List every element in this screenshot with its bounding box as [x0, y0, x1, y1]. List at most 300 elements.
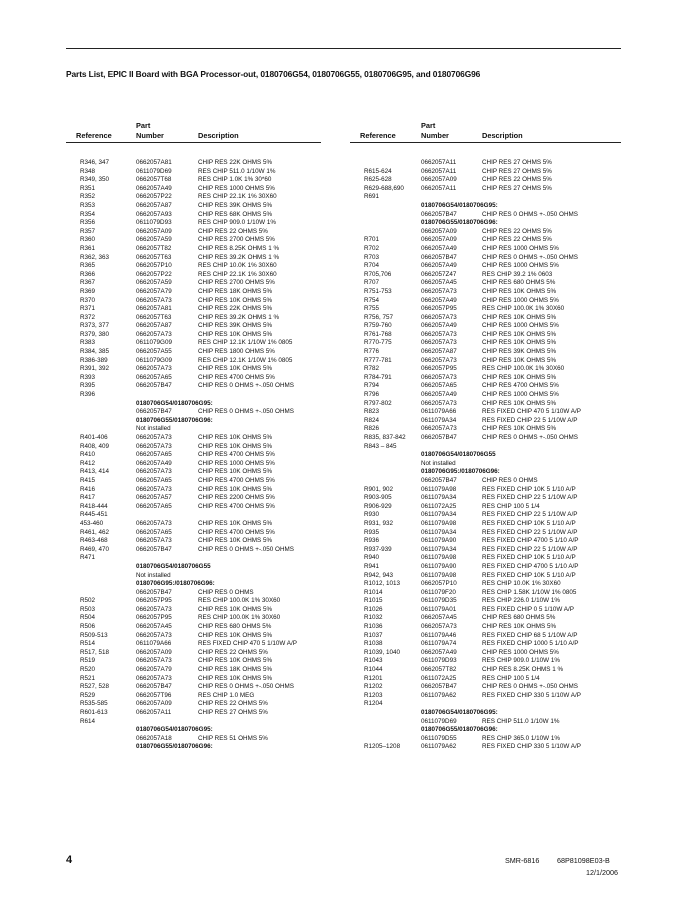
description-cell: CHIP RES 1800 OHMS 5%	[198, 348, 275, 356]
reference-cell: R413, 414	[80, 468, 110, 476]
reference-cell: R629-688,690	[364, 184, 404, 192]
part-number-cell: 0662057A49	[421, 262, 457, 270]
part-number-cell: 0662057A65	[136, 502, 172, 510]
part-number-cell: 0662057A73	[136, 537, 172, 545]
part-number-cell: 0611079A34	[421, 528, 457, 536]
reference-cell: R529	[80, 691, 96, 699]
reference-cell: R386-389	[80, 356, 108, 364]
reference-cell: R365	[80, 262, 96, 270]
reference-cell: 453-460	[80, 519, 104, 527]
part-number-cell: 0611079A98	[421, 554, 457, 562]
part-number-cell: 0662057T68	[136, 176, 172, 184]
part-number-cell: 0662057A73	[136, 657, 172, 665]
header-part: Part	[421, 121, 436, 130]
model-subheading: 0180706G55/0180706G96:	[136, 743, 213, 751]
part-number-cell: 0611079D55	[421, 734, 457, 742]
reference-cell: R372	[80, 313, 96, 321]
reference-cell: R504	[80, 614, 96, 622]
reference-cell: R705,706	[364, 270, 392, 278]
reference-cell: R702	[364, 244, 380, 252]
header-description: Description	[198, 131, 239, 140]
part-number-cell: 0611079A98	[421, 485, 457, 493]
reference-cell: R396	[80, 391, 96, 399]
model-subheading: 0180706G55/0180706G96:	[136, 416, 213, 424]
part-number-cell: 0662057A93	[136, 210, 172, 218]
part-number-cell: 0662057A73	[136, 330, 172, 338]
reference-cell: R770-775	[364, 339, 392, 347]
part-number-cell: 0662057T82	[421, 666, 457, 674]
description-cell: CHIP RES 680 OHMS 5%	[482, 614, 556, 622]
description-cell: RES CHIP 1.0K 1% 30*60	[198, 176, 272, 184]
right-table-header	[350, 113, 621, 141]
description-cell: RES CHIP 365.0 1/10W 1%	[482, 734, 560, 742]
reference-cell: R751-753	[364, 287, 392, 295]
part-number-cell: 0662057P95	[421, 365, 457, 373]
reference-cell: R1014	[364, 588, 383, 596]
description-cell: RES FIXED CHIP 330 5 1/10W A/P	[482, 743, 581, 751]
description-cell: CHIP RES 22 OHMS 5%	[482, 176, 552, 184]
reference-cell: R1201	[364, 674, 383, 682]
header-number: Number	[136, 131, 164, 140]
part-number-cell: 0662057A73	[136, 434, 172, 441]
reference-cell: R410	[80, 451, 96, 459]
reference-cell: R903-905	[364, 494, 392, 502]
reference-cell: R930	[364, 511, 380, 519]
part-number-cell: 0662057A45	[421, 279, 457, 287]
part-number-cell: 0662057B47	[136, 408, 172, 416]
part-number-cell: 0662057A73	[136, 674, 172, 682]
reference-cell: R469, 470	[80, 545, 110, 553]
description-cell: CHIP RES 39.2K OHMS 1 %	[198, 313, 280, 321]
reference-cell: R371	[80, 305, 96, 313]
part-number-cell: 0611079A34	[421, 545, 457, 553]
part-number-cell: 0662057A73	[421, 356, 457, 364]
description-cell: CHIP RES 10K OHMS 5%	[482, 373, 557, 381]
part-number-cell: 0662057A73	[421, 330, 457, 338]
description-cell: RES FIXED CHIP 470 5 1/10W A/P	[482, 408, 581, 416]
part-number-cell: 0662057A73	[421, 313, 457, 321]
reference-cell: R471	[80, 554, 96, 562]
description-cell: RES CHIP 100 5 1/4	[482, 674, 540, 682]
part-number-cell: 0662057A09	[421, 236, 457, 244]
description-cell: CHIP RES 0 OHMS +-.050 OHMS	[198, 683, 294, 691]
description-cell: CHIP RES 10K OHMS 5%	[198, 365, 273, 373]
part-number-cell: 0662057B47	[421, 434, 457, 441]
description-cell: RES FIXED CHIP 0 5 1/10W A/P	[482, 605, 574, 613]
reference-cell: R776	[364, 348, 380, 356]
reference-cell: R1043	[364, 657, 383, 665]
reference-cell: R835, 837-842	[364, 434, 406, 441]
reference-cell: R931, 932	[364, 519, 394, 527]
part-number-cell: 0662057A73	[421, 623, 457, 631]
description-cell: CHIP RES 10K OHMS 5%	[482, 287, 557, 295]
reference-cell: R901, 902	[364, 485, 394, 493]
header-number: Number	[421, 131, 449, 140]
reference-cell: R351	[80, 184, 96, 192]
doc-id: 68P81098E03-B	[557, 856, 610, 865]
reference-cell: R401-406	[80, 434, 108, 441]
doc-code: SMR-6816	[505, 856, 540, 865]
part-number-cell: 0662057P22	[136, 193, 172, 201]
description-cell: CHIP RES 0 OHMS +-.050 OHMS	[482, 434, 578, 441]
part-number-cell: 0662057A81	[136, 159, 172, 166]
reference-cell: R707	[364, 279, 380, 287]
reference-cell: R761-768	[364, 330, 392, 338]
description-cell: CHIP RES 10K OHMS 5%	[482, 425, 557, 433]
part-number-cell: 0662057A79	[136, 287, 172, 295]
reference-cell: R1044	[364, 666, 383, 674]
reference-cell: R777-781	[364, 356, 392, 364]
reference-cell: R357	[80, 227, 96, 235]
description-cell: RES CHIP 511.0 1/10W 1%	[198, 167, 276, 175]
description-cell: RES FIXED CHIP 1000 5 1/10 A/P	[482, 640, 579, 648]
description-cell: RES FIXED CHIP 4700 5 1/10 A/P	[482, 562, 579, 570]
part-number-cell: 0662057A09	[421, 176, 457, 184]
page-number: 4	[66, 854, 73, 866]
part-number-cell: 0611079G09	[136, 339, 172, 347]
reference-cell: R391, 392	[80, 365, 110, 373]
reference-cell: R759-760	[364, 322, 392, 330]
part-number-cell: 0662057A49	[421, 244, 457, 252]
reference-cell: R408, 409	[80, 442, 110, 450]
part-number-cell: 0662057A87	[136, 201, 172, 209]
description-cell: RES FIXED CHIP 22 5 1/10W A/P	[482, 545, 578, 553]
part-number-cell: 0611072A25	[421, 674, 457, 682]
part-number-cell: 0662057A73	[136, 442, 172, 450]
description-cell: CHIP RES 4700 OHMS 5%	[482, 382, 559, 390]
reference-cell: R346, 347	[80, 159, 110, 166]
description-cell: CHIP RES 0 OHMS +-.050 OHMS	[482, 683, 578, 691]
reference-cell: R1039, 1040	[364, 648, 401, 656]
reference-cell: R360	[80, 236, 96, 244]
description-cell: CHIP RES 39K OHMS 5%	[198, 322, 273, 330]
doc-date: 12/1/2006	[586, 868, 618, 877]
reference-cell: R782	[364, 365, 380, 373]
description-cell: CHIP RES 22 OHMS 5%	[198, 700, 268, 708]
reference-cell: R506	[80, 623, 96, 631]
reference-cell: R527, 528	[80, 683, 110, 691]
part-number-cell: 0662057A65	[136, 528, 172, 536]
description-cell: CHIP RES 27 OHMS 5%	[482, 167, 552, 175]
model-subheading: 0180706G54/0180706G95:	[136, 726, 213, 734]
part-number-cell: 0662057B47	[421, 253, 457, 261]
part-number-cell: 0611079A66	[421, 408, 457, 416]
description-cell: CHIP RES 10K OHMS 5%	[198, 537, 273, 545]
part-number-cell: 0611072A25	[421, 502, 457, 510]
part-number-cell: 0662057P95	[421, 305, 457, 313]
part-number-cell: Not installed	[136, 571, 171, 579]
reference-cell: R373, 377	[80, 322, 110, 330]
part-number-cell: 0611079G09	[136, 356, 172, 364]
description-cell: CHIP RES 1000 OHMS 5%	[482, 648, 559, 656]
part-number-cell: 0662057A49	[421, 296, 457, 304]
part-number-cell: 0662057B47	[421, 476, 457, 484]
left-header-rule	[66, 142, 321, 143]
part-number-cell: 0662057A73	[136, 485, 172, 493]
part-number-cell: 0662057A59	[136, 279, 172, 287]
part-number-cell: 0611079A62	[421, 691, 457, 699]
description-cell: RES CHIP 1.0 MEG	[198, 691, 255, 699]
description-cell: CHIP RES 10K OHMS 5%	[198, 519, 273, 527]
part-number-cell: 0611079D93	[136, 219, 172, 227]
page-title: Parts List, EPIC II Board with BGA Processor-out, 0180706G54, 0180706G55, 0180706G95, and 0180706G96	[66, 69, 481, 79]
part-number-cell: 0662057A73	[421, 287, 457, 295]
description-cell: RES CHIP 226.0 1/10W 1%	[482, 597, 560, 605]
reference-cell: R352	[80, 193, 96, 201]
part-number-cell: 0662057A55	[136, 348, 172, 356]
reference-cell: R502	[80, 597, 96, 605]
description-cell: CHIP RES 4700 OHMS 5%	[198, 373, 275, 381]
description-cell: RES CHIP 39.2 1% 0603	[482, 270, 553, 278]
part-number-cell: 0662057T82	[136, 244, 172, 252]
description-cell: CHIP RES 8.25K OHMS 1 %	[482, 666, 564, 674]
part-number-cell: 0662057A79	[136, 666, 172, 674]
part-number-cell: 0662057A65	[421, 382, 457, 390]
part-number-cell: 0662057A73	[136, 605, 172, 613]
reference-cell: R1015	[364, 597, 383, 605]
description-cell: CHIP RES 1000 OHMS 5%	[482, 391, 559, 399]
part-number-cell: 0662057A73	[136, 296, 172, 304]
part-number-cell: 0662057T96	[136, 691, 172, 699]
reference-cell: R418-444	[80, 502, 108, 510]
part-number-cell: 0662057B47	[421, 683, 457, 691]
part-number-cell: 0611079A01	[421, 605, 457, 613]
description-cell: CHIP RES 680 OHMS 5%	[482, 279, 556, 287]
description-cell: CHIP RES 10K OHMS 5%	[482, 356, 557, 364]
part-number-cell: 0611079A34	[421, 511, 457, 519]
part-number-cell: 0662057A09	[136, 648, 172, 656]
part-number-cell: 0611079D69	[136, 167, 172, 175]
reference-cell: R1205–1208	[364, 743, 401, 751]
reference-cell: R1037	[364, 631, 383, 639]
reference-cell: R356	[80, 219, 96, 227]
part-number-cell: 0611079A34	[421, 416, 457, 424]
description-cell: CHIP RES 10K OHMS 5%	[482, 330, 557, 338]
right-parts-table	[350, 113, 621, 751]
description-cell: CHIP RES 10K OHMS 5%	[198, 631, 273, 639]
part-number-cell: 0662057P95	[136, 614, 172, 622]
reference-cell: R754	[364, 296, 380, 304]
description-cell: CHIP RES 22 OHMS 5%	[198, 648, 268, 656]
header-reference: Reference	[76, 131, 112, 140]
reference-cell: R509-513	[80, 631, 108, 639]
reference-cell: R445-451	[80, 511, 108, 519]
model-subheading: 0180706G54/0180706G55	[136, 562, 211, 570]
part-number-cell: 0662057A73	[136, 519, 172, 527]
reference-cell: R535-585	[80, 700, 108, 708]
top-rule	[66, 48, 621, 49]
model-subheading: 0180706G55/0180706G96:	[421, 726, 498, 734]
description-cell: RES FIXED CHIP 22 5 1/10W A/P	[482, 528, 578, 536]
part-number-cell: 0662057A11	[421, 159, 457, 166]
description-cell: CHIP RES 1000 OHMS 5%	[198, 459, 275, 467]
reference-cell: R379, 380	[80, 330, 110, 338]
part-number-cell: 0662057A87	[136, 322, 172, 330]
description-cell: RES CHIP 100 5 1/4	[482, 502, 540, 510]
model-subheading: 0180706G54/0180706G95:	[421, 709, 498, 716]
description-cell: RES FIXED CHIP 330 5 1/10W A/P	[482, 691, 581, 699]
description-cell: CHIP RES 18K OHMS 5%	[198, 666, 273, 674]
part-number-cell: 0662057B47	[136, 382, 172, 390]
description-cell: RES CHIP 100.0K 1% 30X60	[482, 305, 565, 313]
part-number-cell: 0662057A73	[136, 365, 172, 373]
left-parts-table	[66, 113, 321, 751]
reference-cell: R797-802	[364, 399, 392, 407]
description-cell: CHIP RES 10K OHMS 5%	[198, 674, 273, 682]
part-number-cell: 0611079F20	[421, 588, 456, 596]
reference-cell: R461, 462	[80, 528, 110, 536]
reference-cell: R1202	[364, 683, 383, 691]
part-number-cell: Not installed	[136, 425, 171, 433]
part-number-cell: 0662057A49	[421, 391, 457, 399]
part-number-cell: 0611079A90	[421, 562, 457, 570]
part-number-cell: 0662057A87	[421, 348, 457, 356]
description-cell: RES CHIP 10.0K 1% 30X60	[482, 580, 561, 588]
description-cell: CHIP RES 22 OHMS 5%	[198, 227, 268, 235]
model-subheading: 0180706G54/0180706G95:	[421, 201, 498, 209]
description-cell: CHIP RES 22 OHMS 5%	[482, 227, 552, 235]
description-cell: CHIP RES 1000 OHMS 5%	[482, 262, 559, 270]
description-cell: CHIP RES 10K OHMS 5%	[198, 434, 273, 441]
description-cell: CHIP RES 0 OHMS +-.050 OHMS	[198, 545, 294, 553]
reference-cell: R416	[80, 485, 96, 493]
description-cell: CHIP RES 4700 OHMS 5%	[198, 502, 275, 510]
model-subheading: 0180706G95:/0180706G96:	[421, 468, 500, 476]
reference-cell: R796	[364, 391, 380, 399]
part-number-cell: 0662057A59	[136, 236, 172, 244]
model-subheading: 0180706G54/0180706G55	[421, 451, 496, 459]
part-number-cell: 0662057A09	[136, 227, 172, 235]
reference-cell: R941	[364, 562, 380, 570]
description-cell: CHIP RES 10K OHMS 5%	[198, 442, 273, 450]
description-cell: RES CHIP 12.1K 1/10W 1% 0805	[198, 339, 293, 347]
description-cell: CHIP RES 1000 OHMS 5%	[482, 322, 559, 330]
reference-cell: R691	[364, 193, 380, 201]
reference-cell: R936	[364, 537, 380, 545]
reference-cell: R1038	[364, 640, 383, 648]
part-number-cell: 0662057T63	[136, 253, 172, 261]
reference-cell: R384, 385	[80, 348, 110, 356]
description-cell: RES CHIP 909.0 1/10W 1%	[482, 657, 560, 665]
part-number-cell: 0662057A18	[136, 734, 172, 742]
reference-cell: R794	[364, 382, 380, 390]
description-cell: CHIP RES 39.2K OHMS 1 %	[198, 253, 280, 261]
reference-cell: R369	[80, 287, 96, 295]
description-cell: CHIP RES 10K OHMS 5%	[482, 623, 557, 631]
part-number-cell: 0662057A65	[136, 451, 172, 459]
part-number-cell: 0662057P10	[136, 262, 172, 270]
part-number-cell: 0662057A45	[136, 623, 172, 631]
description-cell: CHIP RES 1000 OHMS 5%	[482, 244, 559, 252]
description-cell: CHIP RES 22 OHMS 5%	[482, 236, 552, 244]
reference-cell: R755	[364, 305, 380, 313]
part-number-cell: 0662057B47	[136, 683, 172, 691]
reference-cell: R383	[80, 339, 96, 347]
part-number-cell: 0662057A65	[136, 373, 172, 381]
description-cell: RES CHIP 100.0K 1% 30X60	[482, 365, 565, 373]
description-cell: CHIP RES 10K OHMS 5%	[482, 399, 557, 407]
description-cell: CHIP RES 39K OHMS 5%	[482, 348, 557, 356]
part-number-cell: 0611079A34	[421, 494, 457, 502]
part-number-cell: 0662057A73	[421, 339, 457, 347]
description-cell: CHIP RES 51 OHMS 5%	[198, 734, 268, 742]
part-number-cell: 0662057Z47	[421, 270, 457, 278]
part-number-cell: 0611079D35	[421, 597, 457, 605]
part-number-cell: 0611079A46	[421, 631, 457, 639]
reference-cell: R417	[80, 494, 96, 502]
reference-cell: R503	[80, 605, 96, 613]
part-number-cell: 0611079A74	[421, 640, 457, 648]
description-cell: CHIP RES 680 OHMS 5%	[198, 623, 272, 631]
description-cell: CHIP RES 22K OHMS 5%	[198, 305, 273, 313]
part-number-cell: 0662057A57	[136, 494, 172, 502]
description-cell: RES CHIP 22.1K 1% 30X60	[198, 193, 277, 201]
description-cell: CHIP RES 10K OHMS 5%	[198, 330, 273, 338]
part-number-cell: 0662057A73	[136, 468, 172, 476]
part-number-cell: 0662057A49	[421, 322, 457, 330]
description-cell: RES CHIP 22.1K 1% 30X60	[198, 270, 277, 278]
description-cell: CHIP RES 10K OHMS 5%	[198, 485, 273, 493]
reference-cell: R1036	[364, 623, 383, 631]
description-cell: CHIP RES 10K OHMS 5%	[482, 313, 557, 321]
description-cell: RES FIXED CHIP 470 5 1/10W A/P	[198, 640, 297, 648]
description-cell: RES FIXED CHIP 22 5 1/10W A/P	[482, 511, 578, 519]
part-number-cell: 0662057B47	[421, 210, 457, 218]
description-cell: CHIP RES 10K OHMS 5%	[198, 296, 273, 304]
description-cell: RES FIXED CHIP 10K 5 1/10 A/P	[482, 554, 576, 562]
description-cell: RES CHIP 10.0K 1% 30X60	[198, 262, 277, 270]
part-number-cell: 0662057A73	[421, 373, 457, 381]
description-cell: CHIP RES 0 OHMS +-.050 OHMS	[198, 382, 294, 390]
reference-cell: R348	[80, 167, 96, 175]
description-cell: RES FIXED CHIP 10K 5 1/10 A/P	[482, 519, 576, 527]
part-number-cell: 0611079A98	[421, 519, 457, 527]
part-number-cell: 0662057P10	[421, 580, 457, 588]
reference-cell: R625-628	[364, 176, 392, 184]
description-cell: CHIP RES 4700 OHMS 5%	[198, 528, 275, 536]
part-number-cell: Not installed	[421, 459, 456, 467]
description-cell: RES FIXED CHIP 68 5 1/10W A/P	[482, 631, 578, 639]
reference-cell: R937-939	[364, 545, 392, 553]
part-number-cell: 0662057A81	[136, 305, 172, 313]
reference-cell: R395	[80, 382, 96, 390]
part-number-cell: 0611079D93	[421, 657, 457, 665]
part-number-cell: 0662057B47	[136, 588, 172, 596]
reference-cell: R1203	[364, 691, 383, 699]
header-description: Description	[482, 131, 523, 140]
reference-cell: R756, 757	[364, 313, 394, 321]
description-cell: RES FIXED CHIP 22 5 1/10W A/P	[482, 416, 578, 424]
description-cell: CHIP RES 0 OHMS	[482, 476, 538, 484]
reference-cell: R703	[364, 253, 380, 261]
reference-cell: R521	[80, 674, 96, 682]
description-cell: RES CHIP 100.0K 1% 30X60	[198, 614, 281, 622]
description-cell: RES CHIP 12.1K 1/10W 1% 0805	[198, 356, 293, 364]
part-number-cell: 0662057A49	[421, 648, 457, 656]
reference-cell: R940	[364, 554, 380, 562]
reference-cell: R935	[364, 528, 380, 536]
description-cell: RES CHIP 909.0 1/10W 1%	[198, 219, 276, 227]
reference-cell: R354	[80, 210, 96, 218]
reference-cell: R942, 943	[364, 571, 394, 579]
header-reference: Reference	[360, 131, 396, 140]
reference-cell: R393	[80, 373, 96, 381]
description-cell: CHIP RES 27 OHMS 5%	[482, 159, 552, 166]
part-number-cell: 0662057A11	[421, 167, 457, 175]
reference-cell: R823	[364, 408, 380, 416]
part-number-cell: 0662057A65	[136, 476, 172, 484]
reference-cell: R1026	[364, 605, 383, 613]
